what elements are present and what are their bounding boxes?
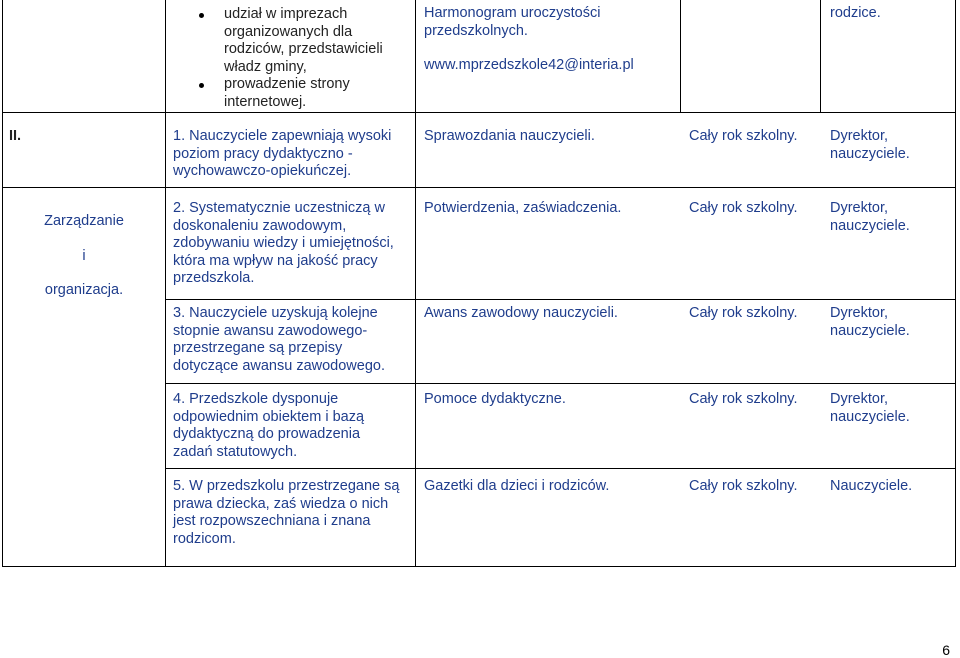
responsible-cell: Nauczyciele. xyxy=(830,478,913,494)
table-col-divider-1 xyxy=(165,0,166,566)
responsible-cell: Dyrektor, nauczyciele. xyxy=(830,128,910,162)
table-row-divider-2 xyxy=(165,299,956,300)
table-col-divider-3 xyxy=(680,0,681,112)
page-number: 6 xyxy=(942,642,950,658)
requirement-cell: 3. Nauczyciele uzyskują kolejne stopnie awansu zawodowego- przestrzegane są przepisy dotyczące awansu zawodowego. xyxy=(173,305,385,374)
table-col-divider-2 xyxy=(415,0,416,566)
responsible-cell: Dyrektor, nauczyciele. xyxy=(830,305,910,339)
table-row-divider-4 xyxy=(165,468,956,469)
term-cell: Cały rok szkolny. xyxy=(689,305,798,321)
requirement-cell: 4. Przedszkole dysponuje odpowiednim obiektem i bazą dydaktyczną do prowadzenia zadań statutowych. xyxy=(173,391,365,460)
website-text: www.mprzedszkole42@interia.pl xyxy=(424,57,634,73)
area-label-line1: Zarządzanie xyxy=(44,213,124,229)
term-cell: Cały rok szkolny. xyxy=(689,391,798,407)
section-number: II. xyxy=(9,128,22,144)
bullet-item: udział w imprezach organizowanych dla rodziców, przedstawicieli władz gminy, xyxy=(224,6,404,76)
requirement-cell: 2. Systematycznie uczestniczą w doskonaleniu zawodowym, zdobywaniu wiedzy i umiejętności, która ma wpływ na jakość pracy przedszkola. xyxy=(173,200,394,286)
documents-cell: Harmonogram uroczystości przedszkolnych. xyxy=(424,5,601,39)
area-label-line2: i xyxy=(82,248,86,264)
evidence-cell: Gazetki dla dzieci i rodziców. xyxy=(424,478,610,494)
table-border-left xyxy=(2,0,3,566)
bullet-list xyxy=(224,6,404,111)
table-col-divider-4 xyxy=(820,0,821,112)
evidence-cell: Potwierdzenia, zaświadczenia. xyxy=(424,200,622,216)
bullet-icon xyxy=(199,83,204,88)
requirement-cell: 5. W przedszkolu przestrzegane są prawa dziecka, zaś wiedza o nich jest rozpowszechniana i znana rodzicom. xyxy=(173,478,400,547)
table-row-divider-3 xyxy=(165,383,956,384)
responsible-cell: Dyrektor, nauczyciele. xyxy=(830,200,910,234)
evidence-cell: Sprawozdania nauczycieli. xyxy=(424,128,595,144)
term-cell: Cały rok szkolny. xyxy=(689,478,798,494)
term-cell: Cały rok szkolny. xyxy=(689,128,798,144)
table-border-right xyxy=(955,0,956,566)
table-border-bottom xyxy=(2,566,956,567)
evidence-cell: Pomoce dydaktyczne. xyxy=(424,391,566,407)
bullet-item: prowadzenie strony internetowej. xyxy=(224,76,404,111)
responsible-cell: rodzice. xyxy=(830,5,881,21)
evidence-cell: Awans zawodowy nauczycieli. xyxy=(424,305,618,321)
table-row-divider-top xyxy=(2,112,956,113)
table-row-divider-1 xyxy=(2,187,956,188)
responsible-cell: Dyrektor, nauczyciele. xyxy=(830,391,910,425)
area-label-line3: organizacja. xyxy=(44,282,124,298)
bullet-icon xyxy=(199,13,204,18)
term-cell: Cały rok szkolny. xyxy=(689,200,798,216)
requirement-cell: 1. Nauczyciele zapewniają wysoki poziom pracy dydaktyczno - wychowawczo-opiekuńczej. xyxy=(173,128,392,179)
